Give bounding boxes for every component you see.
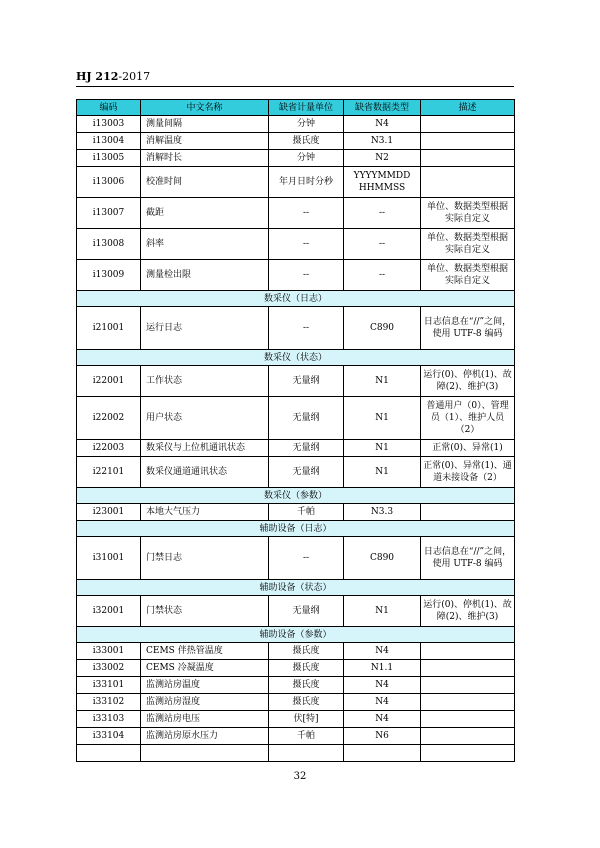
section-title: 数采仪（参数） — [77, 488, 515, 504]
table-row — [77, 596, 515, 627]
table-row — [77, 745, 515, 762]
cell-name: 工作状态 — [141, 366, 269, 397]
cell-name: 门禁日志 — [141, 537, 269, 580]
standard-year: -2017 — [118, 70, 151, 83]
table-row — [77, 198, 515, 229]
cell-desc — [421, 167, 515, 198]
table-row — [77, 307, 515, 350]
table-row — [77, 457, 515, 488]
section-title: 数采仪（日志） — [77, 291, 515, 307]
cell-name: 监测站房温度 — [141, 677, 269, 694]
cell-name: 门禁状态 — [141, 596, 269, 627]
cell-desc: 单位、数据类型根据实际自定义 — [421, 229, 515, 260]
cell-desc — [421, 643, 515, 660]
table-row — [77, 660, 515, 677]
cell-unit: 无量纲 — [269, 397, 344, 440]
cell-desc: 正常(0)、异常(1)、通道未接设备（2） — [421, 457, 515, 488]
cell-name: 监测站房原水压力 — [141, 728, 269, 745]
cell-dtype: N1.1 — [344, 660, 421, 677]
cell-code: i32001 — [77, 596, 141, 627]
table-row — [77, 677, 515, 694]
cell-dtype: N1 — [344, 397, 421, 440]
cell-code: i13005 — [77, 150, 141, 167]
table-row — [77, 229, 515, 260]
cell-dtype: N6 — [344, 728, 421, 745]
cell-desc: 单位、数据类型根据实际自定义 — [421, 198, 515, 229]
cell-unit: 伏[特] — [269, 711, 344, 728]
cell-dtype: N1 — [344, 440, 421, 457]
cell-unit: 分钟 — [269, 116, 344, 133]
table-row — [77, 694, 515, 711]
cell-dtype: N4 — [344, 116, 421, 133]
cell-dtype: N3.3 — [344, 504, 421, 521]
column-header-code: 编码 — [77, 100, 141, 116]
cell-unit: 摄氏度 — [269, 677, 344, 694]
cell-desc: 日志信息在“//”之间，使用 UTF-8 编码 — [421, 537, 515, 580]
page-number: 32 — [293, 771, 307, 782]
cell-code: i13006 — [77, 167, 141, 198]
cell-dtype: -- — [344, 198, 421, 229]
cell-name: 消解温度 — [141, 133, 269, 150]
cell-code: i22001 — [77, 366, 141, 397]
data-code-table — [76, 99, 515, 762]
cell-code: i33103 — [77, 711, 141, 728]
cell-name: 测量间隔 — [141, 116, 269, 133]
cell-code: i31001 — [77, 537, 141, 580]
cell-name: 数采仪与上位机通讯状态 — [141, 440, 269, 457]
cell-name: 监测站房电压 — [141, 711, 269, 728]
cell-desc — [421, 745, 515, 762]
table-row — [77, 643, 515, 660]
cell-desc: 运行(0)、停机(1)、故障(2)、维护(3) — [421, 596, 515, 627]
cell-name: CEMS 冷凝温度 — [141, 660, 269, 677]
cell-dtype: N4 — [344, 677, 421, 694]
cell-desc — [421, 711, 515, 728]
cell-desc: 运行(0)、停机(1)、故障(2)、维护(3) — [421, 366, 515, 397]
cell-desc — [421, 677, 515, 694]
cell-dtype — [344, 745, 421, 762]
cell-name: 本地大气压力 — [141, 504, 269, 521]
cell-desc — [421, 133, 515, 150]
table-row — [77, 133, 515, 150]
cell-desc: 正常(0)、异常(1) — [421, 440, 515, 457]
cell-code: i21001 — [77, 307, 141, 350]
cell-unit: 无量纲 — [269, 440, 344, 457]
section-row — [77, 291, 515, 307]
cell-dtype: YYYYMMDDHHMMSS — [344, 167, 421, 198]
cell-code: i33001 — [77, 643, 141, 660]
column-header-desc: 描述 — [421, 100, 515, 116]
cell-name: 消解时长 — [141, 150, 269, 167]
cell-desc: 日志信息在“//”之间，使用 UTF-8 编码 — [421, 307, 515, 350]
cell-desc — [421, 728, 515, 745]
section-row — [77, 488, 515, 504]
cell-dtype: -- — [344, 260, 421, 291]
cell-code: i23001 — [77, 504, 141, 521]
table-row — [77, 150, 515, 167]
cell-code: i33101 — [77, 677, 141, 694]
section-title: 辅助设备（参数） — [77, 627, 515, 643]
cell-desc — [421, 116, 515, 133]
cell-code: i13007 — [77, 198, 141, 229]
cell-name: 校准时间 — [141, 167, 269, 198]
cell-name: 用户状态 — [141, 397, 269, 440]
cell-dtype: N1 — [344, 457, 421, 488]
cell-code: i22003 — [77, 440, 141, 457]
cell-unit: -- — [269, 198, 344, 229]
cell-name: 运行日志 — [141, 307, 269, 350]
table-row — [77, 366, 515, 397]
cell-unit: -- — [269, 260, 344, 291]
cell-dtype: N1 — [344, 366, 421, 397]
section-row — [77, 627, 515, 643]
section-title: 数采仪（状态） — [77, 350, 515, 366]
cell-name: 斜率 — [141, 229, 269, 260]
cell-desc: 单位、数据类型根据实际自定义 — [421, 260, 515, 291]
cell-desc: 普通用户（0）、管理员（1）、维护人员（2） — [421, 397, 515, 440]
cell-code: i22101 — [77, 457, 141, 488]
cell-unit: -- — [269, 229, 344, 260]
cell-name: CEMS 伴热管温度 — [141, 643, 269, 660]
column-header-name: 中文名称 — [141, 100, 269, 116]
cell-code: i13004 — [77, 133, 141, 150]
cell-unit — [269, 745, 344, 762]
cell-unit: 摄氏度 — [269, 643, 344, 660]
cell-dtype: N4 — [344, 694, 421, 711]
cell-code: i33104 — [77, 728, 141, 745]
column-header-unit: 缺省计量单位 — [269, 100, 344, 116]
cell-code: i13003 — [77, 116, 141, 133]
cell-unit: -- — [269, 307, 344, 350]
cell-code: i33102 — [77, 694, 141, 711]
section-row — [77, 521, 515, 537]
cell-dtype: N1 — [344, 596, 421, 627]
table-row — [77, 537, 515, 580]
table-row — [77, 116, 515, 133]
table-row — [77, 397, 515, 440]
cell-code: i33002 — [77, 660, 141, 677]
cell-unit: -- — [269, 537, 344, 580]
document-header — [76, 70, 150, 83]
cell-unit: 千帕 — [269, 504, 344, 521]
table-header-row — [77, 100, 515, 116]
header-rule — [76, 86, 514, 87]
table-row — [77, 728, 515, 745]
standard-code: HJ 212 — [76, 70, 119, 83]
cell-unit: 摄氏度 — [269, 694, 344, 711]
cell-dtype: N4 — [344, 711, 421, 728]
cell-dtype: N2 — [344, 150, 421, 167]
cell-code — [77, 745, 141, 762]
table-row — [77, 440, 515, 457]
table-row — [77, 167, 515, 198]
section-row — [77, 350, 515, 366]
cell-unit: 摄氏度 — [269, 660, 344, 677]
cell-unit: 无量纲 — [269, 457, 344, 488]
cell-unit: 分钟 — [269, 150, 344, 167]
cell-unit: 摄氏度 — [269, 133, 344, 150]
cell-name: 监测站房湿度 — [141, 694, 269, 711]
cell-dtype: C890 — [344, 537, 421, 580]
section-row — [77, 580, 515, 596]
cell-desc — [421, 150, 515, 167]
cell-dtype: N3.1 — [344, 133, 421, 150]
table-row — [77, 711, 515, 728]
cell-unit: 千帕 — [269, 728, 344, 745]
cell-unit: 无量纲 — [269, 366, 344, 397]
section-title: 辅助设备（日志） — [77, 521, 515, 537]
cell-desc — [421, 660, 515, 677]
cell-unit: 无量纲 — [269, 596, 344, 627]
cell-dtype: -- — [344, 229, 421, 260]
cell-desc — [421, 504, 515, 521]
cell-unit: 年月日时分秒 — [269, 167, 344, 198]
cell-code: i13009 — [77, 260, 141, 291]
table-row — [77, 504, 515, 521]
cell-code: i22002 — [77, 397, 141, 440]
cell-name — [141, 745, 269, 762]
cell-name: 数采仪通道通讯状态 — [141, 457, 269, 488]
cell-code: i13008 — [77, 229, 141, 260]
cell-name: 截距 — [141, 198, 269, 229]
section-title: 辅助设备（状态） — [77, 580, 515, 596]
cell-dtype: C890 — [344, 307, 421, 350]
cell-dtype: N4 — [344, 643, 421, 660]
column-header-dtype: 缺省数据类型 — [344, 100, 421, 116]
cell-desc — [421, 694, 515, 711]
cell-name: 测量检出限 — [141, 260, 269, 291]
table-row — [77, 260, 515, 291]
